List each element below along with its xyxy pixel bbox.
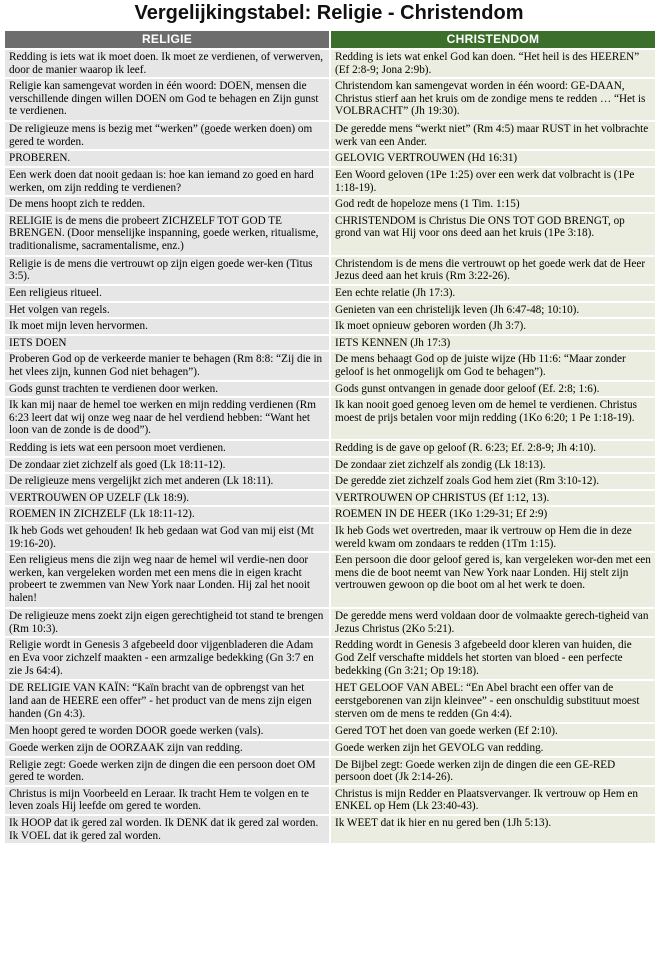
- page-title: Vergelijkingstabel: Religie - Christendom: [134, 2, 524, 24]
- religie-cell: Religie zegt: Goede werken zijn de dingen die een persoon doet OM gered te worden.: [4, 757, 330, 786]
- christendom-cell: HET GELOOF VAN ABEL: “En Abel bracht een offer van de eerstgeborenen van zijn kleinvee” - een onschuldig substituut moest sterven om de mens te redden (Gn 4:4).: [330, 680, 656, 723]
- table-row: [4, 335, 656, 352]
- religie-cell: PROBEREN.: [4, 150, 330, 167]
- religie-cell: Ik moet mijn leven hervormen.: [4, 318, 330, 335]
- religie-cell: De religieuze mens vergelijkt zich met anderen (Lk 18:11).: [4, 473, 330, 490]
- christendom-cell: Christendom is de mens die vertrouwt op het goede werk dat de Heer Jezus deed aan het kruis (Rm 3:22-26).: [330, 256, 656, 285]
- christendom-cell: Gods gunst ontvangen in genade door geloof (Ef. 2:8; 1:6).: [330, 381, 656, 398]
- religie-cell: Men hoopt gered te worden DOOR goede werken (vals).: [4, 723, 330, 740]
- religie-cell: De zondaar ziet zichzelf als goed (Lk 18:11-12).: [4, 457, 330, 474]
- christendom-cell: Ik heb Gods wet overtreden, maar ik vertrouw op Hem die in deze wereld kwam om zondaars te redden (1Tm 1:15).: [330, 523, 656, 552]
- christendom-cell: De geredde mens werd voldaan door de volmaakte gerech-tigheid van Jezus Christus (2Ko 5:21).: [330, 608, 656, 637]
- religie-cell: Gods gunst trachten te verdienen door werken.: [4, 381, 330, 398]
- religie-cell: RELIGIE is de mens die probeert ZICHZELF TOT GOD TE BRENGEN. (Door menselijke inspanning, goede werken, ritualisme, traditionalisme, sacramentalisme, enz.): [4, 213, 330, 256]
- christendom-cell: Redding is de gave op geloof (R. 6:23; Ef. 2:8-9; Jh 4:10).: [330, 440, 656, 457]
- religie-cell: DE RELIGIE VAN KAÏN: “Kaïn bracht van de opbrengst van het land aan de HEERE een offer” - het product van de mens zijn eigen handen (Gn 4:3).: [4, 680, 330, 723]
- religie-cell: VERTROUWEN OP UZELF (Lk 18:9).: [4, 490, 330, 507]
- christendom-cell: Een echte relatie (Jh 17:3).: [330, 285, 656, 302]
- table-row: [4, 506, 656, 523]
- christendom-cell: VERTROUWEN OP CHRISTUS (Ef 1:12, 13).: [330, 490, 656, 507]
- religie-cell: Redding is iets wat ik moet doen. Ik moet ze verdienen, of verwerven, door de manier waarop ik leef.: [4, 49, 330, 78]
- christendom-cell: Redding is iets wat enkel God kan doen. “Het heil is des HEEREN” (Ef 2:8-9; Jona 2:9b).: [330, 49, 656, 78]
- column-header-religie: RELIGIE: [4, 30, 330, 49]
- religie-cell: Goede werken zijn de OORZAAK zijn van redding.: [4, 740, 330, 757]
- religie-cell: Redding is iets wat een persoon moet verdienen.: [4, 440, 330, 457]
- christendom-cell: De Bijbel zegt: Goede werken zijn de dingen die een GE-RED persoon doet (Jk 2:14-26).: [330, 757, 656, 786]
- religie-cell: Christus is mijn Voorbeeld en Leraar. Ik tracht Hem te volgen en te leven zoals Hij leefde om gered te worden.: [4, 786, 330, 815]
- christendom-cell: De zondaar ziet zichzelf als zondig (Lk 18:13).: [330, 457, 656, 474]
- christendom-cell: Gered TOT het doen van goede werken (Ef 2:10).: [330, 723, 656, 740]
- christendom-cell: Ik moet opnieuw geboren worden (Jh 3:7).: [330, 318, 656, 335]
- christendom-cell: Een Woord geloven (1Pe 1:25) over een werk dat volbracht is (1Pe 1:18-19).: [330, 167, 656, 196]
- table-row: [4, 167, 656, 196]
- christendom-cell: Goede werken zijn het GEVOLG van redding.: [330, 740, 656, 757]
- religie-cell: Ik HOOP dat ik gered zal worden. Ik DENK dat ik gered zal worden. Ik VOEL dat ik gered zal worden.: [4, 815, 330, 844]
- table-row: [4, 757, 656, 786]
- religie-cell: De mens hoopt zich te redden.: [4, 196, 330, 213]
- religie-cell: IETS DOEN: [4, 335, 330, 352]
- christendom-cell: ROEMEN IN DE HEER (1Ko 1:29-31; Ef 2:9): [330, 506, 656, 523]
- table-row: [4, 285, 656, 302]
- religie-cell: Ik heb Gods wet gehouden! Ik heb gedaan wat God van mij eist (Mt 19:16-20).: [4, 523, 330, 552]
- religie-cell: Proberen God op de verkeerde manier te behagen (Rm 8:8: “Zij die in het vlees zijn, kunnen God niet behagen”).: [4, 351, 330, 380]
- column-header-christendom: CHRISTENDOM: [330, 30, 656, 49]
- christendom-cell: De geredde mens “werkt niet” (Rm 4:5) maar RUST in het volbrachte werk van een Ander.: [330, 121, 656, 150]
- christendom-cell: De mens behaagt God op de juiste wijze (Hb 11:6: “Maar zonder geloof is het onmogelijk om God te behagen”).: [330, 351, 656, 380]
- table-body: [4, 49, 656, 844]
- religie-cell: De religieuze mens zoekt zijn eigen gerechtigheid tot stand te brengen (Rm 10:3).: [4, 608, 330, 637]
- christendom-cell: Ik WEET dat ik hier en nu gered ben (1Jh 5:13).: [330, 815, 656, 844]
- christendom-cell: CHRISTENDOM is Christus Die ONS TOT GOD BRENGT, op grond van wat Hij voor ons deed aan het kruis (1Pe 3:18).: [330, 213, 656, 256]
- table-row: [4, 490, 656, 507]
- table-row: [4, 302, 656, 319]
- religie-cell: Een werk doen dat nooit gedaan is: hoe kan iemand zo goed en hard werken, om zijn redding te verdienen?: [4, 167, 330, 196]
- christendom-cell: Ik kan nooit goed genoeg leven om de hemel te verdienen. Christus moest de prijs betalen voor mijn redding (1Ko 6:20; 1 Pe 1:18-19).: [330, 397, 656, 440]
- header-row: [4, 30, 656, 49]
- comparison-table: [3, 29, 657, 845]
- table-row: [4, 256, 656, 285]
- religie-cell: Het volgen van regels.: [4, 302, 330, 319]
- table-row: [4, 786, 656, 815]
- christendom-cell: Een persoon die door geloof gered is, kan vergeleken wor-den met een mens die de boot neemt van New York naar Londen. Hij stelt zijn vertrouwen gewoon op die boot om al het werk te doen.: [330, 552, 656, 608]
- table-row: [4, 523, 656, 552]
- table-row: [4, 723, 656, 740]
- religie-cell: Ik kan mij naar de hemel toe werken en mijn redding verdienen (Rm 6:23 leert dat wij onze weg naar de hel verdiend hebben: “Want het loon van de zonde is de dood”).: [4, 397, 330, 440]
- table-row: [4, 637, 656, 680]
- table-row: [4, 351, 656, 380]
- table-row: [4, 213, 656, 256]
- table-row: [4, 440, 656, 457]
- table-row: [4, 815, 656, 844]
- christendom-cell: Christus is mijn Redder en Plaatsvervanger. Ik vertrouw op Hem en ENKEL op Hem (Lk 23:40-43).: [330, 786, 656, 815]
- table-row: [4, 397, 656, 440]
- table-row: [4, 552, 656, 608]
- table-row: [4, 457, 656, 474]
- religie-cell: Religie is de mens die vertrouwt op zijn eigen goede wer-ken (Titus 3:5).: [4, 256, 330, 285]
- table-row: [4, 740, 656, 757]
- christendom-cell: De geredde ziet zichzelf zoals God hem ziet (Rm 3:10-12).: [330, 473, 656, 490]
- table-row: [4, 121, 656, 150]
- table-row: [4, 150, 656, 167]
- table-row: [4, 196, 656, 213]
- religie-cell: Een religieus mens die zijn weg naar de hemel wil verdie-nen door werken, kan vergeleken worden met een mens die in eigen kracht probeert te zwemmen van New York naar Londen. Hij zal het nooit halen!: [4, 552, 330, 608]
- table-row: [4, 318, 656, 335]
- religie-cell: De religieuze mens is bezig met “werken” (goede werken doen) om gered te worden.: [4, 121, 330, 150]
- table-row: [4, 49, 656, 78]
- christendom-cell: Christendom kan samengevat worden in één woord: GE-DAAN, Christus stierf aan het kruis om de zondige mens te redden … “Het is VOLBRACHT” (Jh 19:30).: [330, 78, 656, 121]
- table-row: [4, 381, 656, 398]
- table-row: [4, 78, 656, 121]
- religie-cell: Religie kan samengevat worden in één woord: DOEN, mensen die verschillende dingen willen DOEN om God te behagen en Zijn gunst te verdienen.: [4, 78, 330, 121]
- christendom-cell: Redding wordt in Genesis 3 afgebeeld door kleren van huiden, die God Zelf verschafte middels het storten van bloed - een perfecte bedekking (Gn 3:21; Op 19:18).: [330, 637, 656, 680]
- christendom-cell: Genieten van een christelijk leven (Jh 6:47-48; 10:10).: [330, 302, 656, 319]
- table-row: [4, 680, 656, 723]
- religie-cell: Religie wordt in Genesis 3 afgebeeld door vijgenbladeren die Adam en Eva voor zichzelf maakten - een armzalige bedekking (Gn 3:7 en zie Js 64:4).: [4, 637, 330, 680]
- religie-cell: Een religieus ritueel.: [4, 285, 330, 302]
- christendom-cell: IETS KENNEN (Jh 17:3): [330, 335, 656, 352]
- christendom-cell: God redt de hopeloze mens (1 Tim. 1:15): [330, 196, 656, 213]
- christendom-cell: GELOVIG VERTROUWEN (Hd 16:31): [330, 150, 656, 167]
- table-row: [4, 608, 656, 637]
- table-row: [4, 473, 656, 490]
- religie-cell: ROEMEN IN ZICHZELF (Lk 18:11-12).: [4, 506, 330, 523]
